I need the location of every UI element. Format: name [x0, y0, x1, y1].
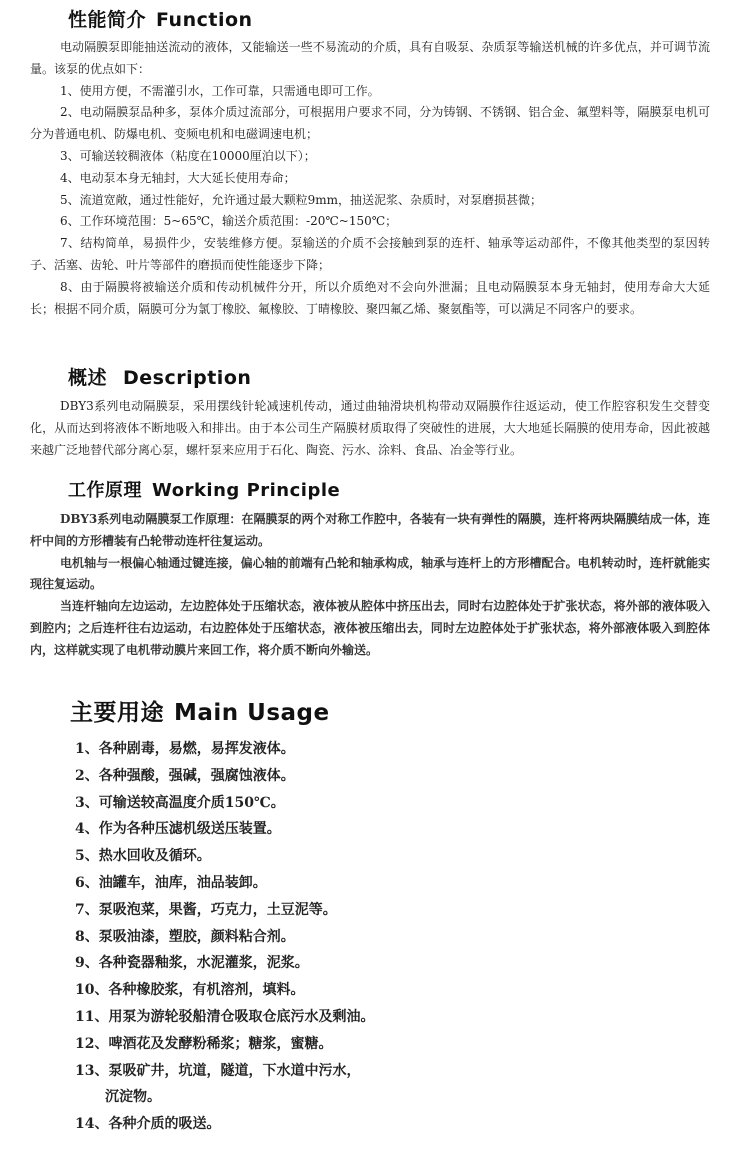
usage-item-2: 2、各种强酸，强碱，强腐蚀液体。 [75, 767, 295, 784]
function-item-3: 3、可输送较稠液体（粘度在10000厘泊以下）； [60, 148, 316, 163]
function-item-8: 8、由于隔膜将被输送介质和传动机械件分开，所以介质绝对不会向外泄漏；且电动隔膜泵本身无轴封，使用寿命大大延长；根据不同介质，隔膜可分为氯丁橡胶、氟橡胶、丁晴橡胶、聚四氟乙烯、聚氨酯等，可以满足不同客户的要求。 [30, 279, 710, 316]
function-intro: 电动隔膜泵即能抽送流动的液体，又能输送一些不易流动的介质，具有自吸泵、杂质泵等输送机械的许多优点，并可调节流量。该泵的优点如下： [30, 40, 710, 76]
description-section [0, 364, 740, 461]
principle-text-2: 电机轴与一根偏心轴通过键连接，偏心轴的前端有凸轮和轴承构成，轴承与连杆上的方形槽配合。电机转动时，连杆就能实现往复运动。 [30, 555, 710, 592]
usage-item-13-continuation: 沉淀物。 [105, 1089, 161, 1106]
principle-title-cn: 工作原理 [68, 480, 142, 501]
usage-item-3: 3、可输送较高温度介质150℃。 [75, 794, 285, 811]
usage-heading [0, 696, 740, 730]
usage-item-11: 11、用泵为游轮驳船清仓吸取仓底污水及剩油。 [75, 1008, 375, 1025]
function-title-cn: 性能简介 [68, 9, 147, 31]
function-item-2: 2、电动隔膜泵品种多，泵体介质过流部分，可根据用户要求不同，分为铸钢、不锈钢、铝合金、氟塑料等，隔膜泵电机可分为普通电机、防爆电机、变频电机和电磁调速电机； [30, 105, 710, 142]
function-item-4: 4、电动泵本身无轴封，大大延长使用寿命； [60, 170, 296, 185]
principle-text-3: 当连杆轴向左边运动，左边腔体处于压缩状态，液体被从腔体中挤压出去，同时右边腔体处于扩张状态，将外部的液体吸入到腔内；之后连杆往右边运动，右边腔体处于压缩状态，液体被压缩出去，同时左边腔体处于扩张状态，将外部液体吸入到腔体内，这样就实现了电机带动膜片来回工作，将介质不断向外输送。 [30, 599, 710, 657]
usage-section [0, 696, 740, 1138]
usage-item-5: 5、热水回收及循环。 [75, 848, 211, 865]
usage-item-14: 14、各种介质的吸送。 [75, 1116, 221, 1133]
description-text: DBY3系列电动隔膜泵，采用摆线针轮减速机传动，通过曲轴滑块机构带动双隔膜作往返运动，使工作腔容积发生交替变化，从而达到将液体不断地吸入和排出。由于本公司生产隔膜材质取得了突破性的进展，大大地延长隔膜的使用寿命，因此被越来越广泛地替代部分离心泵，螺杆泵来应用于石化、陶瓷、污水、涂料、食品、冶金等行业。 [30, 399, 710, 457]
usage-item-12: 12、啤酒花及发酵粉稀浆；糖浆，蜜糖。 [75, 1035, 333, 1052]
usage-item-9: 9、各种瓷器釉浆，水泥灌浆，泥浆。 [75, 955, 309, 972]
function-item-1: 1、使用方便，不需灌引水，工作可靠，只需通电即可工作。 [60, 83, 380, 98]
usage-item-6: 6、油罐车，油库，油品装卸。 [75, 874, 267, 891]
function-item-7: 7、结构简单，易损件少，安装维修方便。泵输送的介质不会接触到泵的连杆、轴承等运动部件，不像其他类型的泵因转子、活塞、齿轮、叶片等部件的磨损而使性能逐步下降； [30, 236, 710, 272]
usage-item-8: 8、泵吸油漆，塑胶，颜料粘合剂。 [75, 928, 295, 945]
function-item-5: 5、流道宽敞，通过性能好，允许通过最大颗粒9mm，抽送泥浆、杂质时，对泵磨损甚微； [60, 192, 543, 207]
description-title-cn: 概述 [68, 367, 108, 389]
usage-item-4: 4、作为各种压滤机级送压装置。 [75, 821, 281, 838]
usage-item-10: 10、各种橡胶浆，有机溶剂，填料。 [75, 982, 305, 999]
usage-title-cn: 主要用途 [70, 700, 164, 726]
usage-title-en: Main Usage [174, 700, 330, 726]
usage-item-1: 1、各种剧毒，易燃，易挥发液体。 [75, 741, 295, 757]
principle-section [0, 477, 740, 662]
usage-item-13 [0, 1058, 740, 1112]
usage-list [0, 736, 740, 1138]
description-heading [0, 364, 740, 392]
description-title-en: Description [123, 367, 252, 389]
function-section [0, 6, 740, 320]
usage-item-13-text: 13、泵吸矿井，坑道，隧道，下水道中污水， [75, 1062, 361, 1079]
function-title-en: Function [156, 9, 253, 31]
principle-text-1: DBY3系列电动隔膜泵工作原理：在隔膜泵的两个对称工作腔中，各装有一块有弹性的隔膜，连杆将两块隔膜结成一体，连杆中间的方形槽装有凸轮带动连杆往复运动。 [30, 512, 710, 548]
usage-item-7: 7、泵吸泡菜，果酱，巧克力，土豆泥等。 [75, 901, 337, 918]
function-item-6: 6、工作环境范围：5~65℃，输送介质范围：-20℃~150℃； [60, 214, 398, 229]
function-heading [0, 6, 740, 34]
principle-title-en: Working Principle [152, 480, 341, 501]
principle-heading [0, 477, 740, 505]
